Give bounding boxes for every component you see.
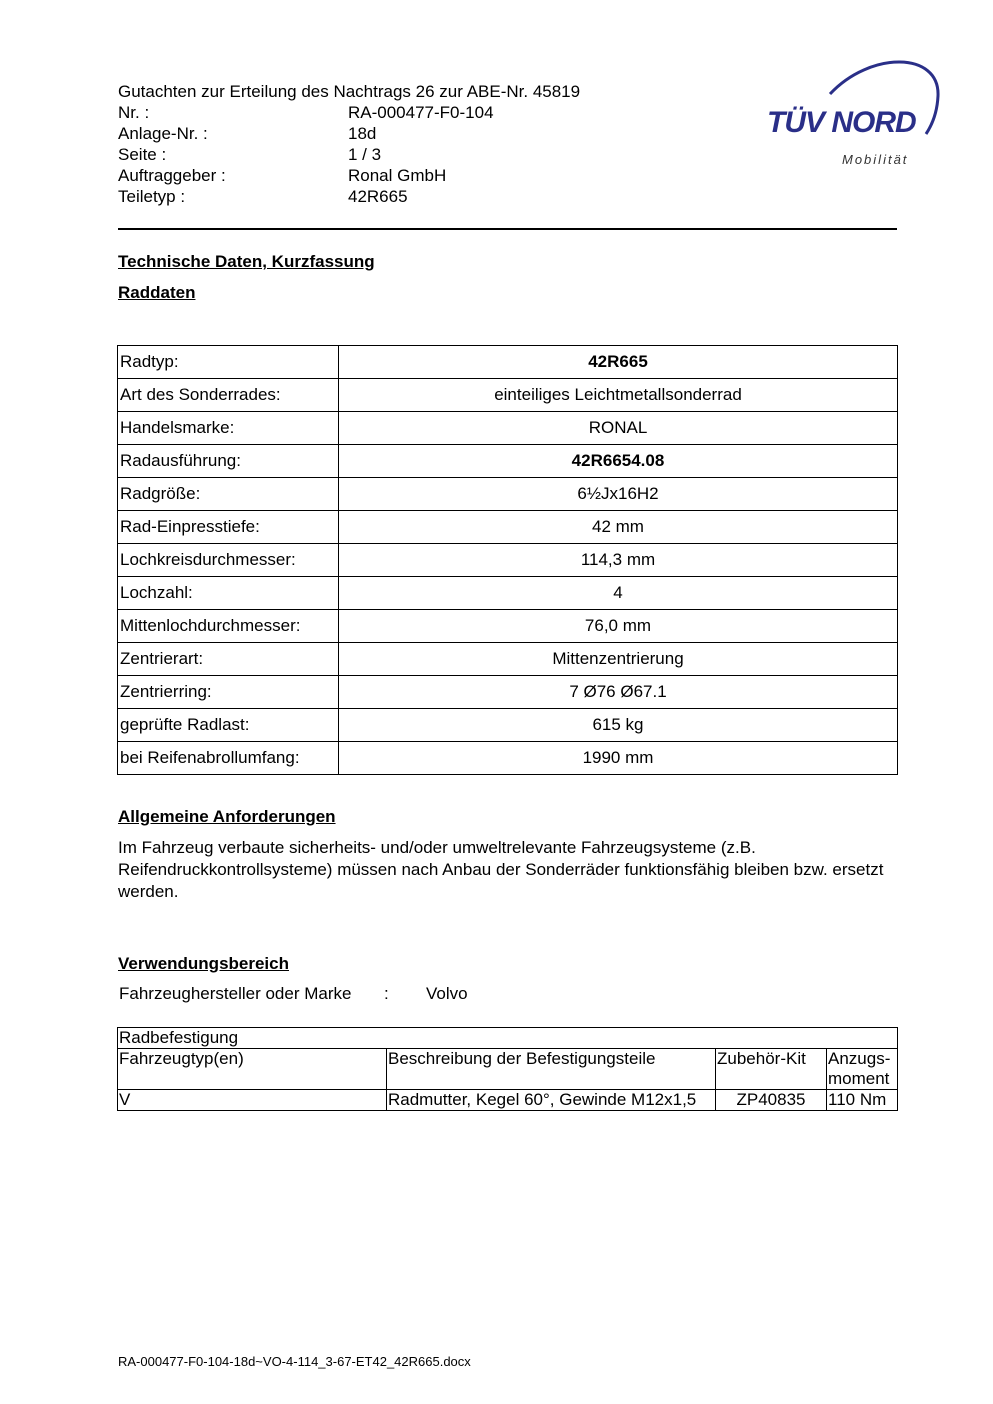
tuev-nord-logo <box>760 56 950 176</box>
col-header-zubehoer-kit: Zubehör-Kit <box>716 1049 827 1090</box>
raddaten-value: 1990 mm <box>339 742 898 775</box>
raddaten-label: Zentrierart: <box>118 643 339 676</box>
col-header-fahrzeugtyp: Fahrzeugtyp(en) <box>118 1049 387 1090</box>
cell-zubehoer-kit: ZP40835 <box>716 1090 827 1111</box>
raddaten-value: 4 <box>339 577 898 610</box>
anforderungen-text: Im Fahrzeug verbaute sicherheits- und/oder umweltrelevante Fahrzeugsysteme (z.B. Reifendruckkontrollsysteme) müssen nach Anbau der Sonderräder funktionsfähig bleiben bzw. ersetzt werden. <box>118 838 884 901</box>
hersteller-value: Volvo <box>426 984 468 1003</box>
raddaten-label: Zentrierring: <box>118 676 339 709</box>
footer-filename: RA-000477-F0-104-18d~VO-4-114_3-67-ET42_42R665.docx <box>118 1354 471 1369</box>
header-row-nr <box>118 102 580 123</box>
raddaten-label: Mittenlochdurchmesser: <box>118 610 339 643</box>
raddaten-value: 76,0 mm <box>339 610 898 643</box>
table-row <box>118 346 898 379</box>
table-row <box>118 676 898 709</box>
header-label: Auftraggeber : <box>118 166 226 185</box>
raddaten-value: 42R6654.08 <box>339 445 898 478</box>
raddaten-label: geprüfte Radlast: <box>118 709 339 742</box>
col-header-beschreibung: Beschreibung der Befestigungsteile <box>387 1049 716 1090</box>
cell-anzugsmoment: 110 Nm <box>827 1090 898 1111</box>
header-row-auftraggeber <box>118 165 580 186</box>
raddaten-table <box>117 345 898 775</box>
raddaten-label: Radtyp: <box>118 346 339 379</box>
raddaten-value: Mittenzentrierung <box>339 643 898 676</box>
col-header-anzugsmoment: Anzugs-moment <box>827 1049 898 1090</box>
table-row <box>118 1090 898 1111</box>
table-row <box>118 709 898 742</box>
table-row <box>118 643 898 676</box>
table-row <box>118 445 898 478</box>
header-row-teiletyp <box>118 186 580 207</box>
fahrzeughersteller-line <box>119 984 468 1004</box>
document-header <box>118 81 580 207</box>
raddaten-label: Radausführung: <box>118 445 339 478</box>
raddaten-value: 114,3 mm <box>339 544 898 577</box>
cell-fahrzeugtyp: V <box>118 1090 387 1111</box>
raddaten-label: Lochkreisdurchmesser: <box>118 544 339 577</box>
header-label: Teiletyp : <box>118 187 186 206</box>
befestigung-title: Radbefestigung <box>118 1028 898 1049</box>
verwendung-heading: Verwendungsbereich <box>118 954 289 973</box>
raddaten-label: Rad-Einpresstiefe: <box>118 511 339 544</box>
table-row <box>118 577 898 610</box>
raddaten-label: bei Reifenabrollumfang: <box>118 742 339 775</box>
header-divider <box>118 228 897 230</box>
header-row-seite <box>118 144 580 165</box>
table-row <box>118 478 898 511</box>
hersteller-colon: : <box>384 984 389 1003</box>
header-label: Seite : <box>118 145 167 164</box>
raddaten-label: Art des Sonderrades: <box>118 379 339 412</box>
header-value: 18d <box>348 124 377 143</box>
header-row-anlage <box>118 123 580 144</box>
table-row <box>118 742 898 775</box>
raddaten-value: einteiliges Leichtmetallsonderrad <box>339 379 898 412</box>
radbefestigung-table <box>117 1027 898 1111</box>
raddaten-label: Lochzahl: <box>118 577 339 610</box>
header-label: Anlage-Nr. : <box>118 124 208 143</box>
raddaten-heading: Raddaten <box>118 283 196 302</box>
anforderungen-heading: Allgemeine Anforderungen <box>118 807 336 826</box>
table-row <box>118 544 898 577</box>
header-value: RA-000477-F0-104 <box>348 103 494 122</box>
header-value: Ronal GmbH <box>348 166 447 185</box>
report-title: Gutachten zur Erteilung des Nachtrags 26 zur ABE-Nr. 45819 <box>118 82 581 101</box>
header-value: 42R665 <box>348 187 408 206</box>
header-value: 1 / 3 <box>348 145 382 164</box>
cell-beschreibung: Radmutter, Kegel 60°, Gewinde M12x1,5 <box>387 1090 716 1111</box>
hersteller-label: Fahrzeughersteller oder Marke <box>119 984 352 1003</box>
raddaten-value: 6½Jx16H2 <box>339 478 898 511</box>
raddaten-value: 42R665 <box>339 346 898 379</box>
table-row <box>118 610 898 643</box>
raddaten-value: 7 Ø76 Ø67.1 <box>339 676 898 709</box>
table-row <box>118 511 898 544</box>
table-row <box>118 379 898 412</box>
raddaten-label: Radgröße: <box>118 478 339 511</box>
logo-subtitle: Mobilität <box>842 152 909 167</box>
raddaten-value: 42 mm <box>339 511 898 544</box>
raddaten-value: 615 kg <box>339 709 898 742</box>
table-row <box>118 412 898 445</box>
section-title: Technische Daten, Kurzfassung <box>118 252 375 271</box>
raddaten-value: RONAL <box>339 412 898 445</box>
header-label: Nr. : <box>118 103 150 122</box>
raddaten-label: Handelsmarke: <box>118 412 339 445</box>
logo-wordmark: TÜV NORD <box>767 106 916 139</box>
